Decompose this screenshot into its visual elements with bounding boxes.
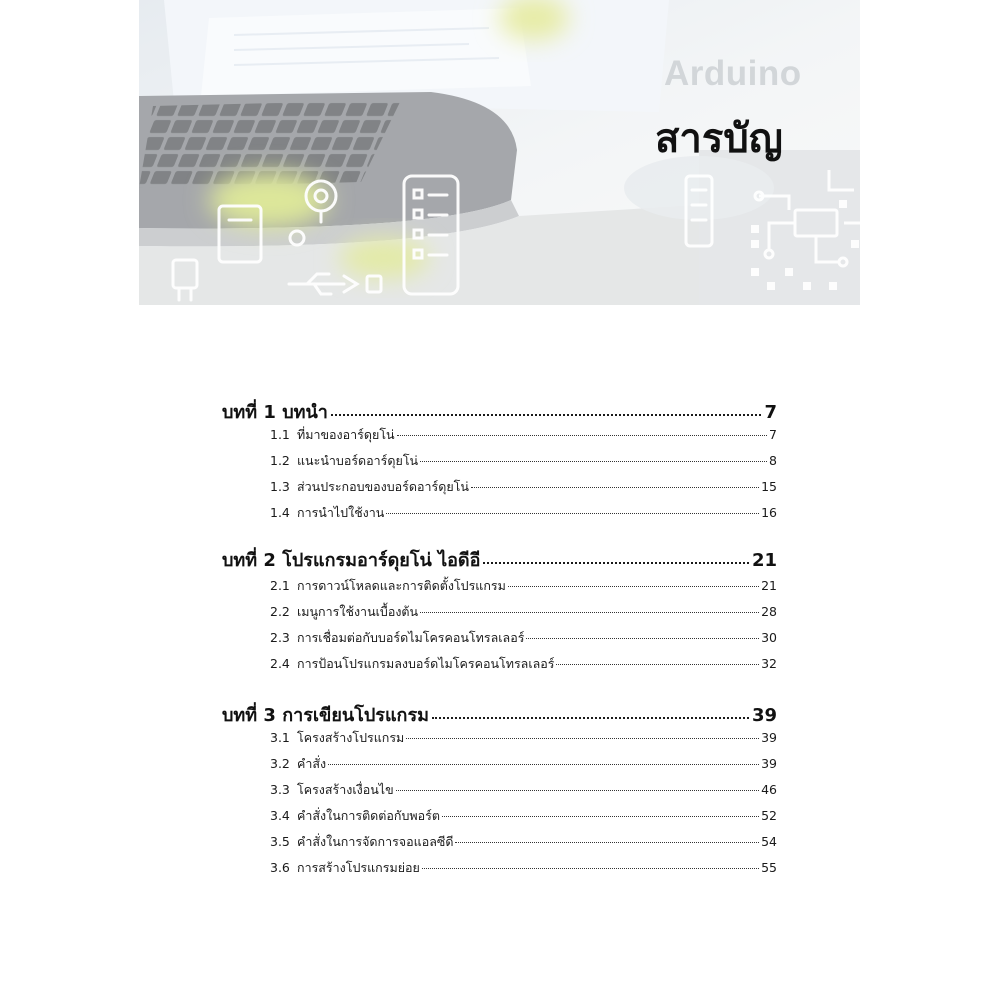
section-title: ส่วนประกอบของบอร์ดอาร์ดุยโน่: [297, 479, 469, 494]
section-number: 3.2: [270, 756, 290, 771]
section-title: คำสั่งในการติดต่อกับพอร์ต: [297, 808, 441, 823]
section-number: 2.4: [270, 656, 290, 671]
section-number: 3.3: [270, 782, 290, 797]
header-banner: [139, 0, 860, 305]
toc-section: [222, 832, 777, 858]
section-title: เมนูการใช้งานเบื้องต้น: [297, 604, 419, 619]
section-title: การสร้างโปรแกรมย่อย: [297, 860, 420, 875]
dot-leader: [328, 764, 759, 765]
section-number: 2.2: [270, 604, 290, 619]
section-title: การดาวน์โหลดและการติดตั้งโปรแกรม: [297, 578, 506, 593]
section-number: 3.6: [270, 860, 290, 875]
section-title: การเชื่อมต่อกับบอร์ดไมโครคอนโทรลเลอร์: [297, 630, 525, 645]
chapter-heading: [222, 545, 777, 573]
toc-section: [222, 602, 777, 628]
dot-leader: [420, 461, 767, 462]
toc-section: [222, 780, 777, 806]
toc-section: [222, 858, 777, 884]
chapter-heading: [222, 700, 777, 728]
section-number: 1.1: [270, 427, 290, 442]
section-number: 3.5: [270, 834, 290, 849]
chapter-page-number: 39: [751, 705, 777, 726]
section-title: คำสั่ง: [297, 756, 327, 771]
toc-chapter-3: [222, 700, 777, 884]
section-page-number: 54: [761, 834, 777, 849]
section-page-number: 8: [769, 453, 777, 468]
chapter-title: บทที่ 2 โปรแกรมอาร์ดุยโน่ ไอดีอี: [222, 550, 481, 571]
section-title: คำสั่งในการจัดการจอแอลซีดี: [297, 834, 454, 849]
dot-leader: [397, 435, 767, 436]
section-page-number: 21: [761, 578, 777, 593]
section-number: 2.3: [270, 630, 290, 645]
section-page-number: 39: [761, 730, 777, 745]
section-number: 3.1: [270, 730, 290, 745]
dot-leader: [432, 717, 749, 719]
dot-leader: [406, 738, 759, 739]
dot-leader: [526, 638, 759, 639]
section-page-number: 55: [761, 860, 777, 875]
toc-section: [222, 477, 777, 503]
section-title: การนำไปใช้งาน: [297, 505, 385, 520]
dot-leader: [442, 816, 759, 817]
dot-leader: [386, 513, 759, 514]
section-page-number: 7: [769, 427, 777, 442]
dot-leader: [556, 664, 759, 665]
toc-section: [222, 451, 777, 477]
toc-chapter-2: [222, 545, 777, 680]
dot-leader: [420, 612, 759, 613]
series-label: Arduino: [664, 54, 802, 93]
dot-leader: [483, 562, 749, 564]
toc-section: [222, 728, 777, 754]
toc-section: [222, 654, 777, 680]
section-number: 1.2: [270, 453, 290, 468]
section-page-number: 15: [761, 479, 777, 494]
page-title: สารบัญ: [655, 116, 783, 162]
section-number: 2.1: [270, 578, 290, 593]
toc-section: [222, 628, 777, 654]
toc-chapter-1: [222, 397, 777, 529]
section-number: 3.4: [270, 808, 290, 823]
section-title: โครงสร้างโปรแกรม: [297, 730, 405, 745]
toc-section: [222, 503, 777, 529]
section-page-number: 46: [761, 782, 777, 797]
section-page-number: 30: [761, 630, 777, 645]
toc-section: [222, 754, 777, 780]
section-number: 1.3: [270, 479, 290, 494]
section-number: 1.4: [270, 505, 290, 520]
chapter-page-number: 7: [764, 402, 777, 423]
dot-leader: [508, 586, 759, 587]
section-page-number: 39: [761, 756, 777, 771]
chapter-heading: [222, 397, 777, 425]
section-title: ที่มาของอาร์ดุยโน่: [297, 427, 395, 442]
section-page-number: 28: [761, 604, 777, 619]
section-page-number: 32: [761, 656, 777, 671]
toc-section: [222, 806, 777, 832]
dot-leader: [396, 790, 759, 791]
dot-leader: [422, 868, 759, 869]
section-page-number: 16: [761, 505, 777, 520]
chapter-title: บทที่ 1 บทนำ: [222, 402, 328, 423]
section-title: การป้อนโปรแกรมลงบอร์ดไมโครคอนโทรลเลอร์: [297, 656, 555, 671]
dot-leader: [331, 414, 762, 416]
chapter-page-number: 21: [751, 550, 777, 571]
section-page-number: 52: [761, 808, 777, 823]
toc-section: [222, 425, 777, 451]
dot-leader: [471, 487, 759, 488]
section-title: แนะนำบอร์ดอาร์ดุยโน่: [297, 453, 419, 468]
section-title: โครงสร้างเงื่อนไข: [297, 782, 394, 797]
chapter-title: บทที่ 3 การเขียนโปรแกรม: [222, 705, 429, 726]
toc-section: [222, 576, 777, 602]
dot-leader: [455, 842, 759, 843]
